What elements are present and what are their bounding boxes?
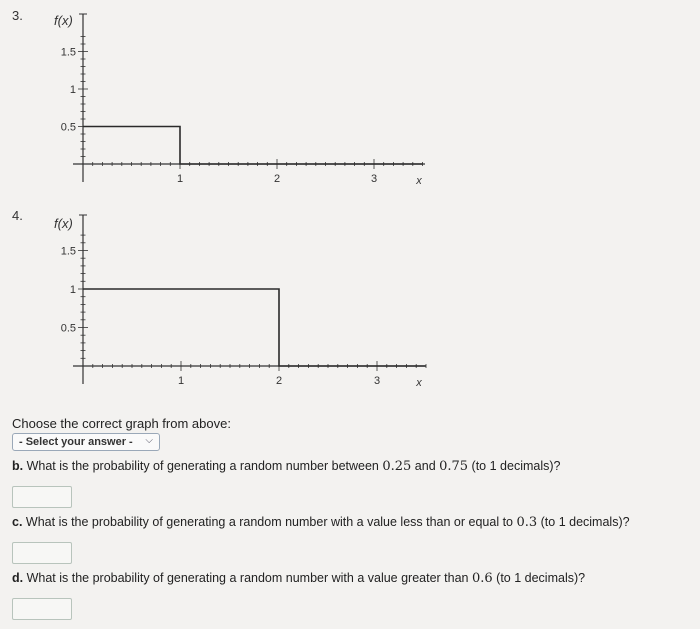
question-text: (to 1 decimals)? <box>537 515 630 529</box>
answer-input-d[interactable] <box>12 598 72 620</box>
y-tick-label: 1 <box>69 284 76 296</box>
x-tick-label: 3 <box>370 173 378 185</box>
x-tick-label: 2 <box>275 375 283 387</box>
answer-input-c[interactable] <box>12 542 72 564</box>
x-axis-label: x <box>416 175 422 187</box>
y-tick-label: 0.5 <box>60 322 76 335</box>
question-text: What is the probability of generating a random number with a value greater than <box>26 571 472 585</box>
math-value: 0.3 <box>516 515 538 530</box>
graph-q4 <box>0 200 700 400</box>
question-number-4: 4. <box>12 208 23 223</box>
choose-graph-prompt: Choose the correct graph from above: <box>12 416 231 431</box>
math-value: 0.6 <box>472 571 493 586</box>
question-text: What is the probability of generating a random number with a value less than or equal to <box>25 515 517 529</box>
y-tick-label: 1.5 <box>60 245 76 258</box>
question-text: What is the probability of generating a random number between <box>26 459 383 473</box>
y-tick-label: 0.5 <box>60 121 76 134</box>
question-text: (to 1 decimals)? <box>492 571 586 585</box>
question-number-3: 3. <box>12 8 23 23</box>
x-tick-label: 2 <box>273 173 281 185</box>
question-c <box>12 515 630 530</box>
question-letter: c. <box>12 515 23 529</box>
question-d <box>12 571 585 586</box>
question-b <box>12 459 560 474</box>
x-tick-label: 1 <box>177 375 185 387</box>
math-value: 0.75 <box>439 459 469 474</box>
answer-input-b[interactable] <box>12 486 72 508</box>
select-value: - Select your answer - <box>19 436 133 448</box>
function-line <box>83 289 426 366</box>
question-text: (to 1 decimals)? <box>468 459 561 473</box>
y-axis-label: f(x) <box>54 13 73 28</box>
y-tick-label: 1.5 <box>60 46 76 59</box>
x-tick-label: 1 <box>176 173 184 185</box>
x-axis-label: x <box>416 377 422 389</box>
question-letter: b. <box>12 459 24 473</box>
math-value: 0.25 <box>382 459 412 474</box>
y-axis-label: f(x) <box>54 216 73 231</box>
graph-q3 <box>0 0 700 200</box>
graph-answer-select[interactable] <box>12 433 160 451</box>
question-letter: d. <box>12 571 24 585</box>
function-line <box>83 127 423 165</box>
question-text: and <box>411 459 440 473</box>
chevron-down-icon: ⌵ <box>145 435 153 446</box>
y-tick-label: 1 <box>69 84 76 96</box>
x-tick-label: 3 <box>373 375 381 387</box>
